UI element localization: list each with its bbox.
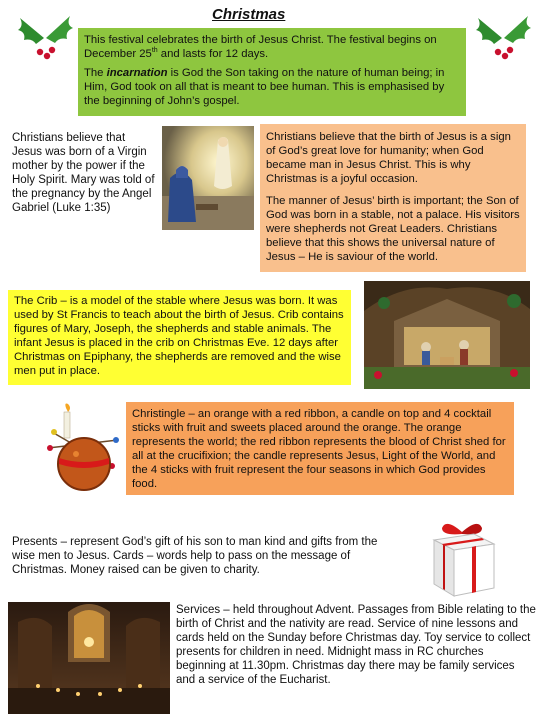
church-service-image [8, 602, 170, 714]
belief-paragraph-2: The manner of Jesus’ birth is important; the Son of God was born in a stable, not a palace. His visitors were shepherds not Great Leaders. Christians believe that this shows the universal nature of Jesus – He is saviour of the world. [266, 195, 520, 263]
presents-text: Presents – represent God’s gift of his son to man kind and gifts from the wise men to Jesus. Cards – words help to pass on the message of Christmas. Money raised can be given to charity. [12, 536, 378, 576]
services-text: Services – held throughout Advent. Passages from Bible relating to the birth of Christ and the nativity are read. Service of nine lessons and cards held on the Sunday before Christmas day. Toy service to collect presents for children in need. Midnight mass in RC churches beginning at 11.30pm. Christmas day there may be family services and a service of the Eucharist. [176, 604, 536, 686]
belief-box [260, 124, 526, 272]
christingle-icon [44, 402, 122, 496]
mary-text: Christians believe that Jesus was born of a Virgin mother by the power if the Holy Spirit. Mary was told of the pregnancy by the Angel Gabriel (Luke 1:35) [12, 132, 155, 214]
intro-box [78, 28, 466, 116]
intro-paragraph-2: The incarnation is God the Son taking on the nature of human being; in Him, God took on all that is meant to bee human. This is emphasised by the beginning of John’s gospel. [84, 67, 445, 107]
incarnation-term: incarnation [106, 67, 168, 79]
page-title: Christmas [212, 6, 286, 23]
annunciation-image [162, 126, 254, 230]
crib-image [364, 281, 530, 389]
christingle-box: Christingle – an orange with a red ribbon, a candle on top and 4 cocktail sticks with fruit and sweets placed around the orange. The orange represents the world; the red ribbon represents the blood of Christ shed for all at the crucifixion; the candle represents Jesus, Light of the World, and the 4 sticks with fruit represent the four seasons in which God provides food. [126, 402, 514, 495]
holly-right-icon [472, 12, 534, 64]
gift-icon [424, 518, 500, 598]
intro-paragraph-1: This festival celebrates the birth of Jesus Christ. The festival begins on December 25th and lasts for 12 days. [84, 34, 437, 60]
holly-left-icon [14, 12, 76, 64]
crib-box: The Crib – is a model of the stable where Jesus was born. It was used by St Francis to teach about the birth of Jesus. Crib contains figures of Mary, Joseph, the shepherds and stable animals. The infant Jesus is placed in the crib on Christmas Eve. 12 days after Christmas on Epiphany, the shepherds are removed and the wise men put in place. [8, 290, 351, 385]
belief-paragraph-1: Christians believe that the birth of Jesus is a sign of God’s great love for humanity; when God became man in Jesus Christ. This is why Christmas is a joyful occasion. [266, 131, 511, 185]
